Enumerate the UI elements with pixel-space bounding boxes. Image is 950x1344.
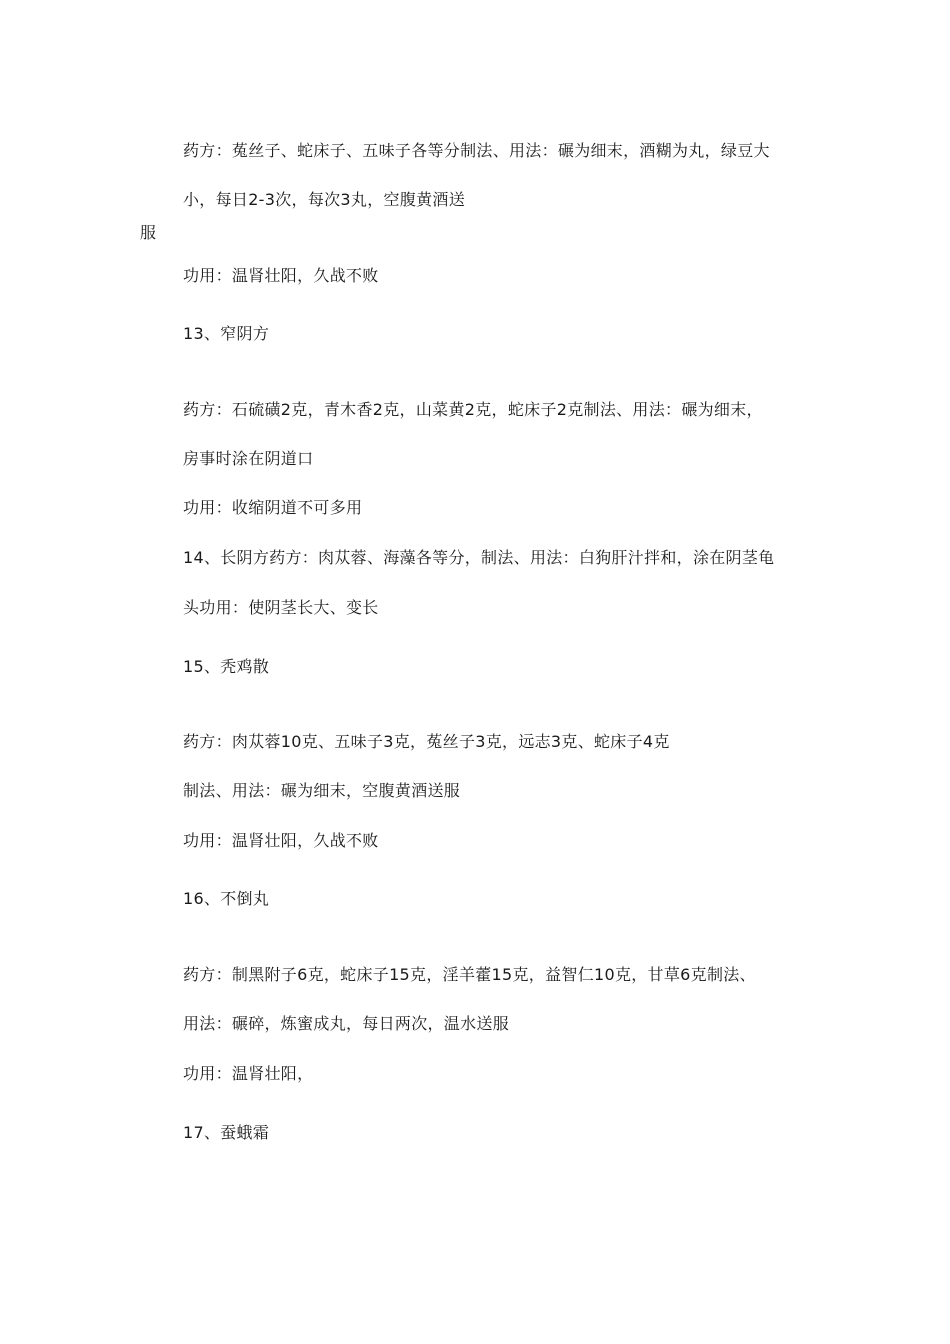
text-line: 服 <box>140 223 157 242</box>
text-line: 房事时涂在阴道口 <box>183 449 314 468</box>
text-line: 头功用：使阴茎长大、变长 <box>183 598 379 617</box>
text-line: 药方：菟丝子、蛇床子、五味子各等分制法、用法：碾为细末，酒糊为丸，绿豆大 <box>183 141 770 160</box>
text-line: 功用：温肾壮阳， <box>183 1064 314 1083</box>
section-heading: 15、秃鸡散 <box>183 657 270 676</box>
text-line: 小，每日2-3次，每次3丸，空腹黄酒送 <box>183 190 466 209</box>
section-heading: 17、蚕蛾霜 <box>183 1123 270 1142</box>
text-line: 功用：温肾壮阳，久战不败 <box>183 831 379 850</box>
text-line: 功用：收缩阴道不可多用 <box>183 498 363 517</box>
text-line: 功用：温肾壮阳，久战不败 <box>183 266 379 285</box>
text-line: 用法：碾碎，炼蜜成丸，每日两次，温水送服 <box>183 1014 510 1033</box>
text-line: 药方：制黑附子6克，蛇床子15克，淫羊藿15克，益智仁10克，甘草6克制法、 <box>183 965 756 984</box>
text-line: 药方：肉苁蓉10克、五味子3克，菟丝子3克，远志3克、蛇床子4克 <box>183 732 670 751</box>
text-line: 14、长阴方药方：肉苁蓉、海藻各等分，制法、用法：白狗肝汁拌和，涂在阴茎龟 <box>183 548 775 567</box>
section-heading: 13、窄阴方 <box>183 324 270 343</box>
section-heading: 16、不倒丸 <box>183 889 270 908</box>
text-line: 药方：石硫磺2克，青木香2克，山菜黄2克，蛇床子2克制法、用法：碾为细末， <box>183 400 763 419</box>
text-line: 制法、用法：碾为细末，空腹黄酒送服 <box>183 781 461 800</box>
